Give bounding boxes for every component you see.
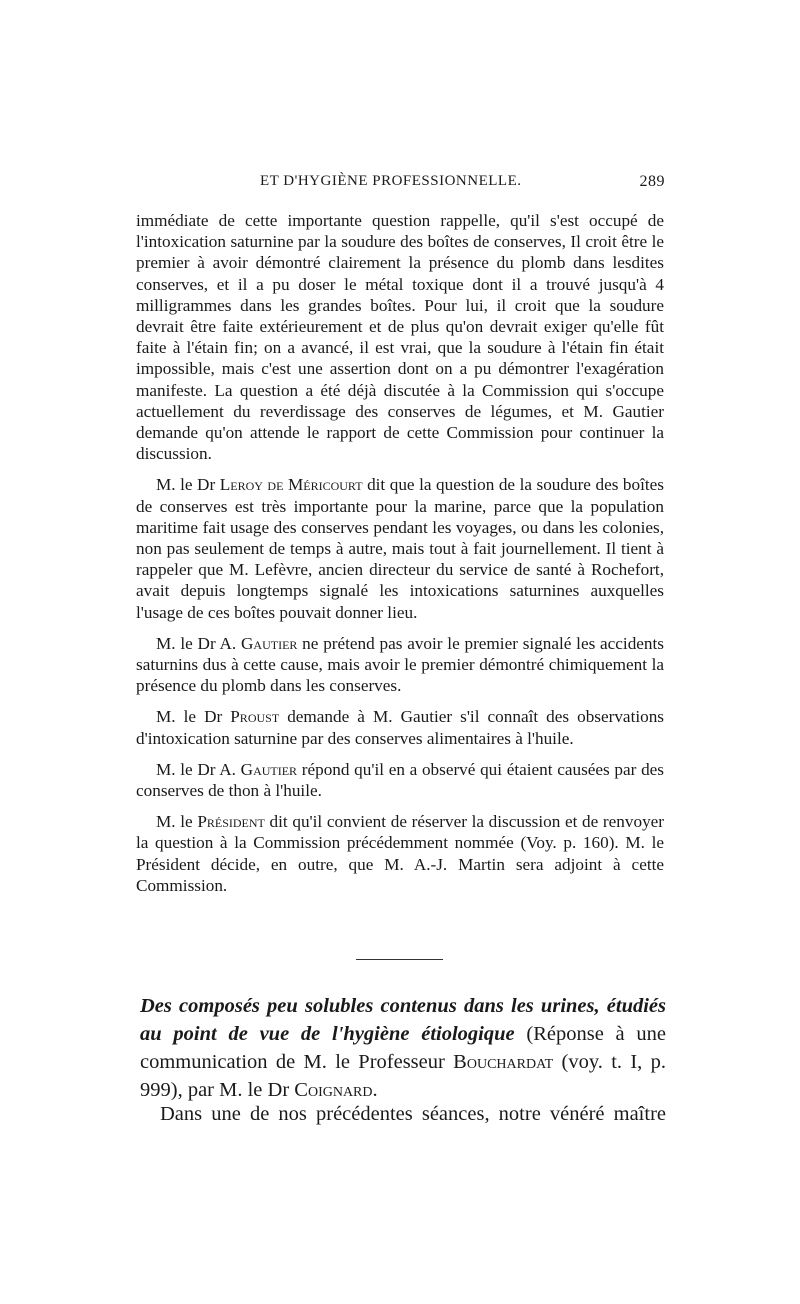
article-title <box>140 992 666 1104</box>
paragraph-gautier-2 <box>136 759 664 801</box>
speaker-prefix: M. le Dr <box>156 707 231 727</box>
running-head-title: ET D'HYGIÈNE PROFESSIONNELLE. <box>260 173 522 189</box>
paragraph-text: dit que la question de la soudure des boîtes de conserves est très importante pour la marine, parce que la population maritime fait usage des conserves pendant les voyages, ou dans les colonies, non pas seulement de temps à autre, mais tout à fait journellement. Il tient à rappeler que M. Lefèvre, ancien directeur du service de santé à Rochefort, avait depuis longtemps signalé les intoxications saturnines auxquelles l'usage de ces boîtes pouvait donner lieu. <box>136 475 664 622</box>
paragraph-text: dit qu'il convient de réserver la discussion et de renvoyer la question à la Commission précédemment nommée (Voy. p. 160). M. le Président décide, en outre, que M. A.-J. Martin sera adjoint à cette Commission. <box>136 812 665 895</box>
section-separator <box>356 959 443 960</box>
speaker-name: Leroy de Méricourt <box>219 475 363 495</box>
article-title-italic: Des composés peu solubles contenus dans les urines, étudiés au point de vue de l'hygiène étiologique <box>140 995 666 1045</box>
author-name: Coignard <box>294 1079 373 1101</box>
speaker-prefix: M. le Dr A. <box>156 759 241 779</box>
paragraph-text: ne prétend pas avoir le premier signalé les accidents saturnins dus à cette cause, mais avoir le premier démontré chimiquement la présence du plomb dans les conserves. <box>136 633 664 696</box>
article-title-text: (Réponse à une communication de M. le Professeur <box>140 1023 667 1073</box>
paragraph-proust <box>136 706 664 748</box>
speaker-prefix: M. le Dr <box>156 475 220 495</box>
page-number: 289 <box>639 173 665 190</box>
paragraph-text: demande à M. Gautier s'il connaît des observations d'intoxication saturnine par des conserves alimentaires à l'huile. <box>136 707 664 748</box>
speaker-name: Gautier <box>241 633 298 653</box>
paragraph-continued <box>136 210 664 464</box>
speaker-name: Président <box>197 812 265 832</box>
body-text <box>136 210 664 896</box>
speaker-prefix: M. le <box>156 812 198 832</box>
paragraph-president <box>136 811 664 896</box>
paragraph-text: immédiate de cette importante question rappelle, qu'il s'est occupé de l'intoxication saturnine par la soudure des boîtes de conserves, Il croit être le premier à avoir démontré clairement la présence du plomb dans lesdites conserves, et il a pu doser le métal toxique dont il a trouvé jusqu'à 4 milligrammes dans les grandes boîtes. Pour lui, il croit que la soudure devrait être faite extérieurement et de plus qu'on devrait exiger qu'elle fût faite à l'étain fin; on a avancé, il est vrai, que la soudure à l'étain fin était impossible, mais c'est une assertion dont on a pu démontrer l'exagération manifeste. La question a été déjà discutée à la Commission qui s'occupe actuellement du reverdissage des conserves de légumes, et M. Gautier demande qu'on attende le rapport de cette Commission pour continuer la discussion. <box>136 211 664 464</box>
running-head <box>260 173 665 191</box>
author-name: Bouchardat <box>453 1051 554 1073</box>
article-first-line: Dans une de nos précédentes séances, notre vénéré maître <box>160 1103 666 1125</box>
article-title-end: . <box>372 1079 378 1101</box>
article-title-text: (voy. t. I, p. 999), par M. le Dr <box>140 1051 666 1101</box>
paragraph-text: répond qu'il en a observé qui étaient causées par des conserves de thon à l'huile. <box>136 759 664 801</box>
paragraph-leroy <box>136 474 664 622</box>
speaker-name: Proust <box>230 707 280 727</box>
speaker-name: Gautier <box>240 759 298 779</box>
paragraph-gautier-1 <box>136 633 664 697</box>
speaker-prefix: M. le Dr A. <box>156 633 241 653</box>
